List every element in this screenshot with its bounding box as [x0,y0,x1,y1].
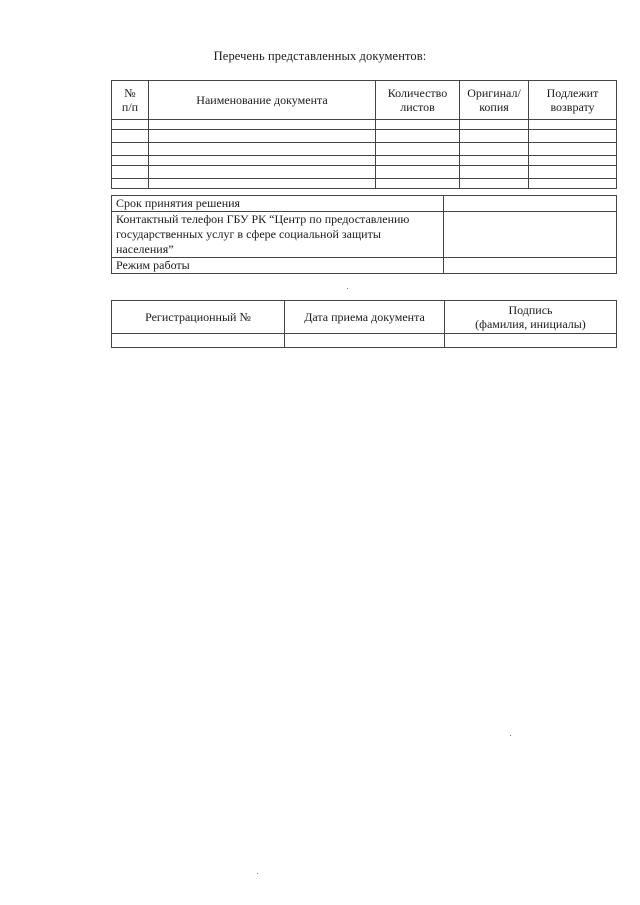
table-cell[interactable] [149,179,376,189]
decision-term-value[interactable] [444,196,617,212]
table-row [112,166,617,179]
table-cell[interactable] [112,143,149,156]
header-document-name: Наименование документа [149,81,376,120]
working-hours-value[interactable] [444,258,617,274]
table-row [112,143,617,156]
header-original-line1: Оригинал/ [467,86,521,100]
table-row [112,120,617,130]
table-cell[interactable] [149,166,376,179]
table-cell[interactable] [376,130,460,143]
table-cell[interactable] [529,130,617,143]
scan-speck [257,873,258,874]
table-cell[interactable] [149,143,376,156]
table-cell[interactable] [149,120,376,130]
table-cell[interactable] [112,166,149,179]
table-cell[interactable] [460,179,529,189]
header-original-line2: копия [479,100,509,114]
header-signature-line2: (фамилия, инициалы) [475,317,586,331]
header-return-line1: Подлежит [546,86,599,100]
header-original-copy [460,81,529,120]
table-cell[interactable] [376,156,460,166]
acceptance-date-cell[interactable] [285,334,445,348]
registration-number-cell[interactable] [112,334,285,348]
table-cell[interactable] [149,130,376,143]
table-cell[interactable] [460,166,529,179]
header-acceptance-date: Дата приема документа [285,301,445,334]
table-cell[interactable] [529,120,617,130]
table-cell[interactable] [529,156,617,166]
table-row [112,130,617,143]
table-cell[interactable] [460,120,529,130]
header-sheet-count-line1: Количество [387,86,448,100]
header-sheet-count [376,81,460,120]
documents-table [111,80,617,189]
table-cell[interactable] [112,120,149,130]
header-number-line2: п/п [121,100,139,114]
table-cell[interactable] [376,179,460,189]
header-signature [445,301,617,334]
working-hours-label: Режим работы [112,258,444,274]
info-row-working-hours [112,258,617,274]
scan-speck [510,735,511,736]
page-title: Перечень представленных документов: [213,49,427,63]
table-cell[interactable] [460,143,529,156]
table-row [112,156,617,166]
documents-table-header [112,81,617,120]
header-signature-line1: Подпись [508,303,553,317]
scan-speck [347,288,348,289]
contact-phone-label: Контактный телефон ГБУ РК “Центр по предоставлению государственных услуг в сфере социальной защиты населения” [112,212,444,258]
table-cell[interactable] [460,130,529,143]
header-number [112,81,149,120]
header-sheet-count-line2: листов [400,100,435,114]
info-row-decision-term [112,196,617,212]
header-number-line1: № [124,86,136,100]
table-cell[interactable] [112,156,149,166]
decision-term-label: Срок принятия решения [112,196,444,212]
table-cell[interactable] [376,143,460,156]
table-cell[interactable] [376,166,460,179]
table-cell[interactable] [529,166,617,179]
table-cell[interactable] [112,179,149,189]
table-cell[interactable] [460,156,529,166]
registration-table-header [112,301,617,334]
info-table [111,195,617,274]
header-return-line2: возврату [550,100,595,114]
table-cell[interactable] [529,179,617,189]
registration-table [111,300,617,348]
signature-cell[interactable] [445,334,617,348]
table-cell[interactable] [112,130,149,143]
table-row [112,179,617,189]
contact-phone-value[interactable] [444,212,617,258]
table-cell[interactable] [149,156,376,166]
header-registration-number: Регистрационный № [112,301,285,334]
table-cell[interactable] [376,120,460,130]
info-row-contact-phone [112,212,617,258]
header-return [529,81,617,120]
table-row [112,334,617,348]
table-cell[interactable] [529,143,617,156]
